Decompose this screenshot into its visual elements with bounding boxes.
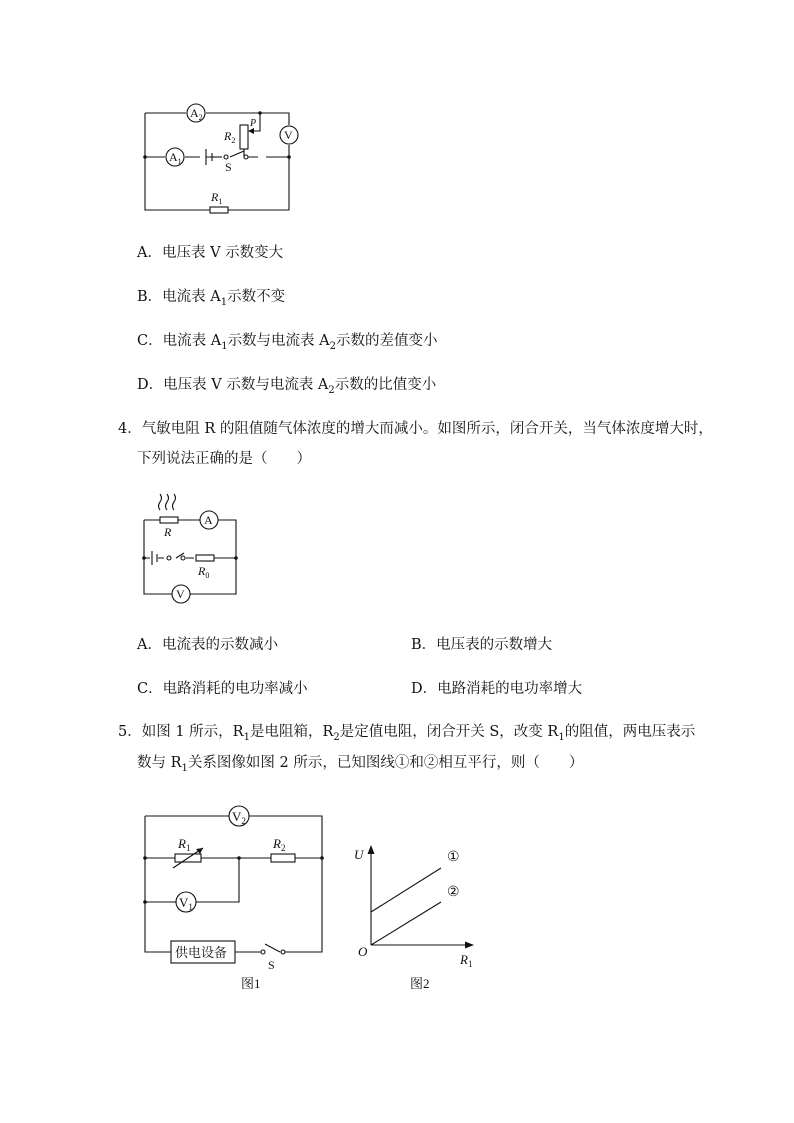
resistor-r1-label: $R_1$ bbox=[211, 190, 223, 206]
rheostat-r2 bbox=[240, 125, 248, 149]
graph-line-2 bbox=[371, 902, 441, 945]
power-supply-label: 供电设备 bbox=[175, 945, 228, 960]
junction-dot bbox=[320, 856, 324, 860]
q5-stem-line-1: 5．如图 1 所示，$R_1$是电阻箱，$R_2$是定值电阻，闭合开关 S，改变 $R_1$的阻值，两电压表示 bbox=[118, 724, 696, 743]
graph-figure-q5 bbox=[350, 840, 480, 990]
switch-contact-right bbox=[181, 556, 185, 560]
junction-dot bbox=[142, 556, 146, 560]
circuit-figure-q4 bbox=[138, 490, 248, 602]
switch-contact-left bbox=[167, 556, 171, 560]
voltmeter-v1-label: $V_1$ bbox=[179, 895, 193, 912]
resistor-r2 bbox=[271, 854, 295, 862]
junction-dot bbox=[143, 856, 147, 860]
origin-label: O bbox=[358, 944, 368, 959]
figure-1-caption: 图1 bbox=[241, 976, 261, 991]
q3-option-a: A．电压表 V 示数变大 bbox=[137, 245, 284, 261]
x-axis-arrow bbox=[465, 942, 474, 949]
junction-dot bbox=[234, 556, 238, 560]
junction-dot bbox=[143, 900, 147, 904]
graph-line-1 bbox=[371, 868, 441, 912]
q3-option-d: D．电压表 V 示数与电流表 $A_2$示数的比值变小 bbox=[137, 377, 437, 396]
switch-contact-left bbox=[224, 155, 228, 159]
switch-label: S bbox=[225, 160, 232, 174]
resistor-r2-label: $R_2$ bbox=[273, 836, 286, 853]
junction-dot bbox=[143, 155, 147, 159]
slider-p-label: P bbox=[250, 118, 257, 129]
q4-option-b: B．电压表的示数增大 bbox=[411, 637, 553, 653]
resistor-r0-label: $R_0$ bbox=[198, 564, 210, 580]
switch-contact-right bbox=[281, 950, 285, 954]
gas-wave-icon bbox=[159, 494, 176, 510]
voltmeter-v2-label: $V_2$ bbox=[232, 809, 246, 826]
junction-dot bbox=[287, 155, 291, 159]
switch-contact-left bbox=[261, 950, 265, 954]
resistor-r0 bbox=[196, 555, 214, 561]
resistor-r1-label: $R_1$ bbox=[178, 836, 191, 853]
figure-2-caption: 图2 bbox=[410, 976, 430, 991]
circuit-figure-q5 bbox=[135, 800, 335, 995]
line-2-label: ② bbox=[447, 885, 460, 900]
x-axis-label: $R_1$ bbox=[460, 952, 473, 969]
junction-dot bbox=[258, 111, 262, 115]
line-1-label: ① bbox=[447, 850, 460, 865]
q4-option-d: D．电路消耗的电功率增大 bbox=[411, 681, 583, 697]
y-axis-arrow bbox=[368, 845, 375, 854]
q4-stem-line-1: 4．气敏电阻 R 的阻值随气体浓度的增大而减小。如图所示，闭合开关，当气体浓度增大时， bbox=[118, 421, 713, 437]
gas-resistor-r-label: R bbox=[164, 525, 172, 539]
q4-stem-line-2: 下列说法正确的是（ ） bbox=[137, 451, 311, 467]
voltmeter-v-label: V bbox=[176, 587, 185, 601]
q5-stem-line-2: 数与 $R_1$关系图像如图 2 所示，已知图线①和②相互平行，则（ ） bbox=[137, 755, 584, 774]
q3-option-c: C．电流表 $A_1$示数与电流表 $A_2$示数的差值变小 bbox=[137, 333, 438, 352]
circuit-figure-q3 bbox=[130, 95, 310, 220]
gas-resistor-r bbox=[160, 517, 178, 523]
resistor-r1 bbox=[210, 207, 228, 213]
voltmeter-v-label: V bbox=[284, 128, 293, 142]
ammeter-a2-label: $A_2$ bbox=[190, 106, 203, 122]
switch-contact-right bbox=[244, 155, 248, 159]
q3-option-b: B．电流表 $A_1$示数不变 bbox=[137, 289, 286, 308]
junction-dot bbox=[237, 856, 241, 860]
rheostat-r2-label: $R_2$ bbox=[224, 129, 236, 145]
q4-option-a: A．电流表的示数减小 bbox=[137, 637, 278, 653]
ammeter-a-label: A bbox=[204, 513, 213, 527]
y-axis-label: U bbox=[354, 847, 364, 862]
q4-option-c: C．电路消耗的电功率减小 bbox=[137, 681, 308, 697]
variable-arrow bbox=[196, 848, 203, 854]
switch-label: S bbox=[268, 958, 275, 972]
ammeter-a1-label: $A_1$ bbox=[169, 150, 182, 166]
